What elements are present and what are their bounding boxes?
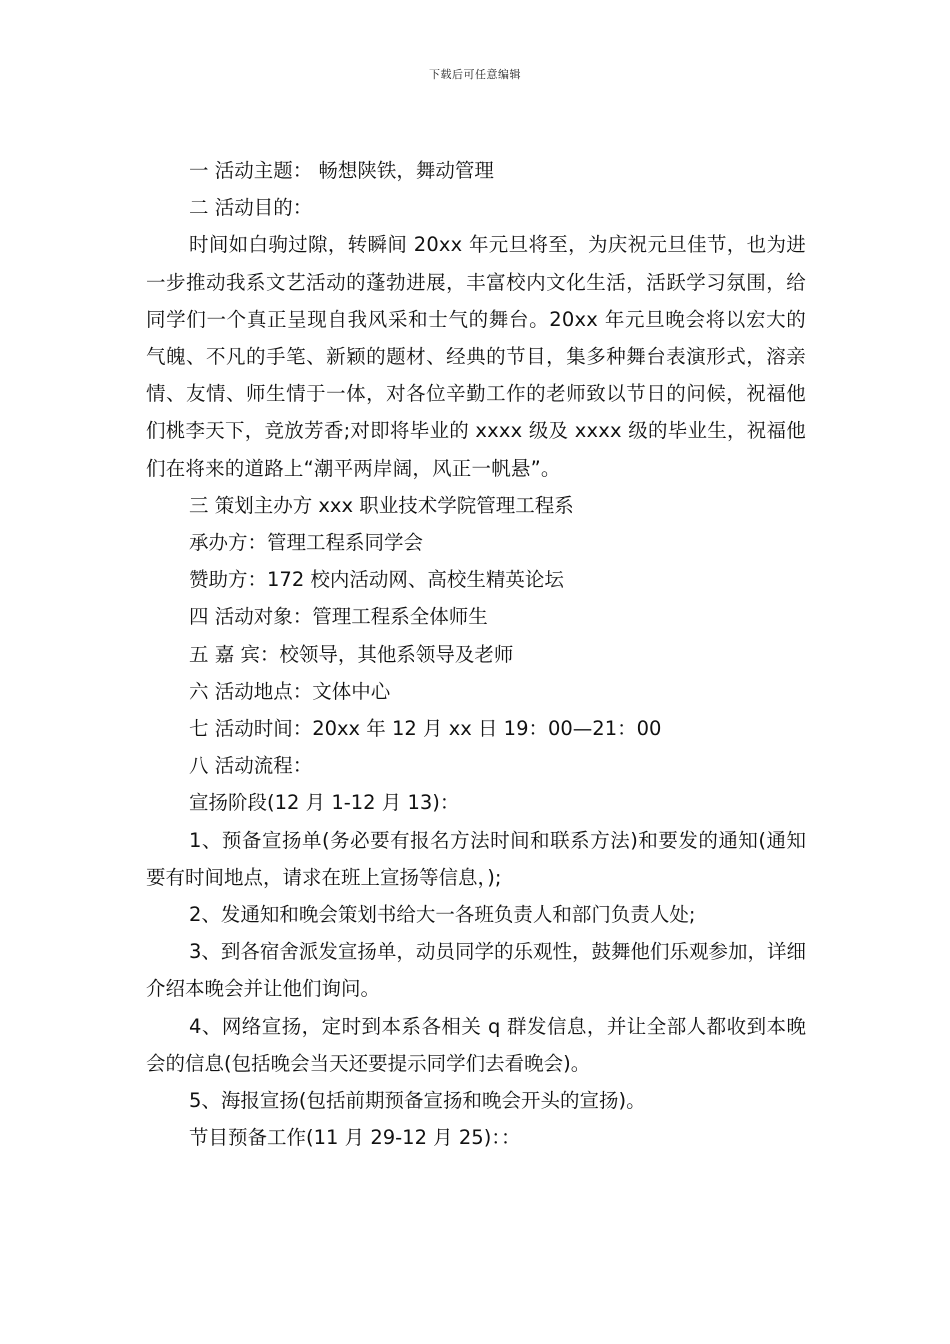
paragraph-sponsor: 赞助方：172 校内活动网、高校生精英论坛 — [189, 568, 564, 592]
list-item-2: 2、发通知和晚会策划书给大一各班负责人和部门负责人处; — [189, 903, 696, 927]
document-body — [146, 152, 806, 1156]
paragraph-program-prep: 节目预备工作(11 月 29-12 月 25)：： — [189, 1126, 521, 1150]
list-item-4: 4、网络宣扬，定时到本系各相关 q 群发信息，并让全部人都收到本晚会的信息(包括晚会当天还要提示同学们去看晚会)。 — [146, 1014, 806, 1075]
paragraph-guests: 五 嘉 宾：校领导，其他系领导及老师 — [189, 642, 514, 666]
paragraph-time: 七 活动时间：20xx 年 12 月 xx 日 19：00—21：00 — [189, 717, 662, 741]
paragraph-process-heading: 八 活动流程： — [189, 754, 313, 778]
list-item-3: 3、到各宿舍派发宣扬单，动员同学的乐观性，鼓舞他们乐观参加，详细介绍本晚会并让他们询问。 — [146, 940, 806, 1001]
paragraph-purpose-heading: 二 活动目的： — [189, 196, 313, 220]
page-header: 下载后可任意编辑 — [429, 68, 521, 81]
paragraph-organizer: 三 策划主办方 xxx 职业技术学院管理工程系 — [189, 493, 574, 517]
paragraph-audience: 四 活动对象：管理工程系全体师生 — [189, 605, 488, 629]
paragraph-promotion-phase: 宣扬阶段(12 月 1-12 月 13)： — [189, 791, 460, 815]
list-item-1: 1、预备宣扬单(务必要有报名方法时间和联系方法)和要发的通知(通知要有时间地点，请求在班上宣扬等信息，); — [146, 828, 806, 889]
list-item-5: 5、海报宣扬(包括前期预备宣扬和晚会开头的宣扬)。 — [189, 1089, 646, 1113]
paragraph-location: 六 活动地点：文体中心 — [189, 679, 391, 703]
paragraph-co-organizer: 承办方：管理工程系同学会 — [189, 531, 424, 555]
paragraph-theme: 一 活动主题： 畅想陕铁，舞动管理 — [189, 159, 494, 182]
paragraph-purpose-body: 时间如白驹过隙，转瞬间 20xx 年元旦将至，为庆祝元旦佳节，也为进一步推动我系文艺活动的蓬勃进展，丰富校内文化生活，活跃学习氛围，给同学们一个真正呈现自我风采和士气的舞台。20xx 年元旦晚会将以宏大的气魄、不凡的手笔、新颖的题材、经典的节目，集多种舞台表演形式，溶亲情、友情、师生情于一体，对各位辛勤工作的老师致以节日的问候，祝福他们桃李天下，竞放芳香;对即将毕业的 xxxx 级及 xxxx 级的毕业生，祝福他们在将来的道路上“潮平两岸阔，风正一帆悬”。 — [146, 233, 806, 480]
